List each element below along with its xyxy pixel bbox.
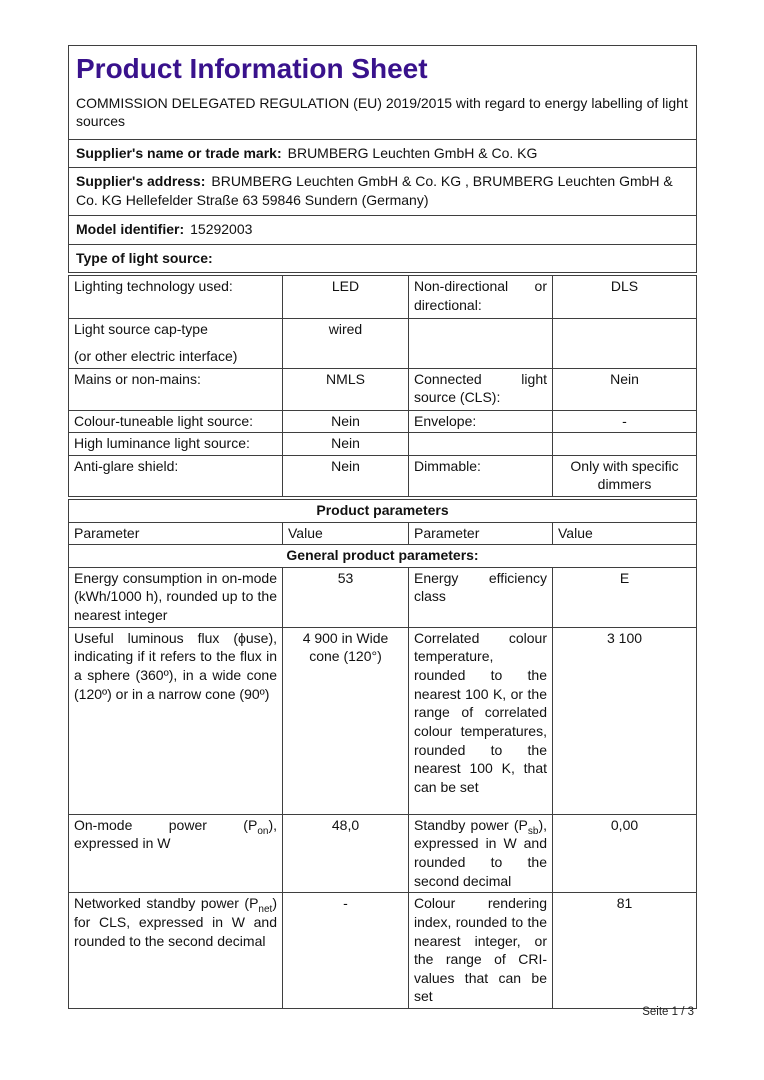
table-row	[69, 814, 697, 892]
supplier-address-value: BRUMBERG Leuchten GmbH & Co. KG , BRUMBERG Leuchten GmbH & Co. KG Hellefelder Straße 63 59846 Sundern (Germany)	[76, 173, 673, 208]
column-header: Parameter	[69, 522, 283, 545]
value-cell: Nein	[283, 433, 409, 456]
param-cell: Colour-tuneable light source:	[69, 410, 283, 433]
table-row	[69, 410, 697, 433]
table-row	[69, 893, 697, 1009]
param-cell: On-mode power $(P_{on})$, expressed in W	[69, 814, 283, 892]
value-cell: 0,00	[553, 814, 697, 892]
cap-type-line1: Light source cap-type	[74, 321, 208, 338]
param-cell: Standby power $(P_{sb})$, expressed in W and rounded to the second decimal	[409, 814, 553, 892]
value-cell: Nein	[553, 368, 697, 410]
table-row	[69, 244, 697, 273]
value-cell: 53	[283, 567, 409, 627]
value-cell	[553, 319, 697, 368]
table-row	[69, 500, 697, 523]
supplier-name-value: BRUMBERG Leuchten GmbH & Co. KG	[287, 144, 538, 161]
param-cell: Energy consumption in on-mode (kWh/1000 h), rounded up to the nearest integer	[69, 567, 283, 627]
table-row	[69, 46, 697, 140]
column-header: Value	[283, 522, 409, 545]
table-row	[69, 567, 697, 627]
subscript: sb	[527, 825, 539, 837]
column-header: Parameter	[409, 522, 553, 545]
param-cell: Networked standby power $(P_{net})$ for CLS, expressed in W and rounded to the second decimal	[69, 893, 283, 1009]
section-title: Product parameters	[69, 500, 697, 523]
subscript: on	[257, 825, 269, 837]
value-cell: 3 100	[553, 627, 697, 814]
subscript: net	[258, 904, 273, 916]
general-section-title: General product parameters:	[69, 545, 697, 568]
value-cell: DLS	[553, 276, 697, 319]
page-title: Product Information Sheet	[76, 53, 428, 84]
luminous-flux-value: 4 900 in Wide cone (120°)	[302, 629, 389, 665]
value-cell	[553, 455, 697, 496]
param-cell: Lighting technology used:	[69, 276, 283, 319]
page-number: Seite 1 / 3	[642, 1006, 694, 1018]
value-cell	[553, 433, 697, 456]
model-identifier-value: 15292003	[190, 221, 253, 238]
value-cell	[283, 627, 409, 814]
product-information-sheet	[68, 45, 696, 1009]
table-row	[69, 276, 697, 319]
param-cell: High luminance light source:	[69, 433, 283, 456]
table-row	[69, 455, 697, 496]
param-cell: Correlated colour temperature, rounded to the nearest 100 K, or the range of correlated colour temperatures, rounded to the nearest 100 K, that can be set	[409, 627, 553, 814]
table-row	[69, 368, 697, 410]
param-cell	[409, 319, 553, 368]
param-cell: Connected light source (CLS):	[409, 368, 553, 410]
value-cell: Nein	[283, 455, 409, 496]
param-cell: Colour rendering index, rounded to the nearest integer, or the range of CRI-values that can be set	[409, 893, 553, 1009]
characteristics-table	[68, 275, 697, 497]
table-row	[69, 168, 697, 216]
param-cell: Energy efficiency class	[409, 567, 553, 627]
table-row	[69, 545, 697, 568]
table-row	[69, 433, 697, 456]
dimmable-value: Only with specific dimmers	[570, 457, 679, 493]
value-cell: 81	[553, 893, 697, 1009]
table-row	[69, 139, 697, 168]
type-of-light-source-label: Type of light source:	[76, 249, 213, 266]
product-parameters-table	[68, 499, 697, 1009]
param-cell	[69, 319, 283, 368]
cap-type-line2: (or other electric interface)	[74, 347, 238, 364]
table-row	[69, 319, 697, 368]
supplier-address-label: Supplier's address:	[76, 173, 206, 190]
value-cell: LED	[283, 276, 409, 319]
info-table	[68, 45, 697, 273]
value-cell: E	[553, 567, 697, 627]
param-cell: Useful luminous flux (ϕuse), indicating if it refers to the flux in a sphere (360º), in a wide cone (120º) or in a narrow cone (90º)	[69, 627, 283, 814]
value-cell: Nein	[283, 410, 409, 433]
column-header: Value	[553, 522, 697, 545]
value-cell: NMLS	[283, 368, 409, 410]
value-cell: 48,0	[283, 814, 409, 892]
param-cell: Mains or non-mains:	[69, 368, 283, 410]
table-row	[69, 522, 697, 545]
param-cell	[409, 433, 553, 456]
supplier-name-label: Supplier's name or trade mark:	[76, 144, 282, 161]
table-row	[69, 627, 697, 814]
value-cell: -	[283, 893, 409, 1009]
param-cell: Non-directional or directional:	[409, 276, 553, 319]
table-row	[69, 216, 697, 245]
param-cell: Dimmable:	[409, 455, 553, 496]
value-cell: -	[553, 410, 697, 433]
param-cell: Envelope:	[409, 410, 553, 433]
regulation-text: COMMISSION DELEGATED REGULATION (EU) 2019/2015 with regard to energy labelling of light sources	[76, 94, 688, 130]
param-cell: Anti-glare shield:	[69, 455, 283, 496]
value-cell: wired	[283, 319, 409, 368]
model-identifier-label: Model identifier:	[76, 221, 185, 238]
